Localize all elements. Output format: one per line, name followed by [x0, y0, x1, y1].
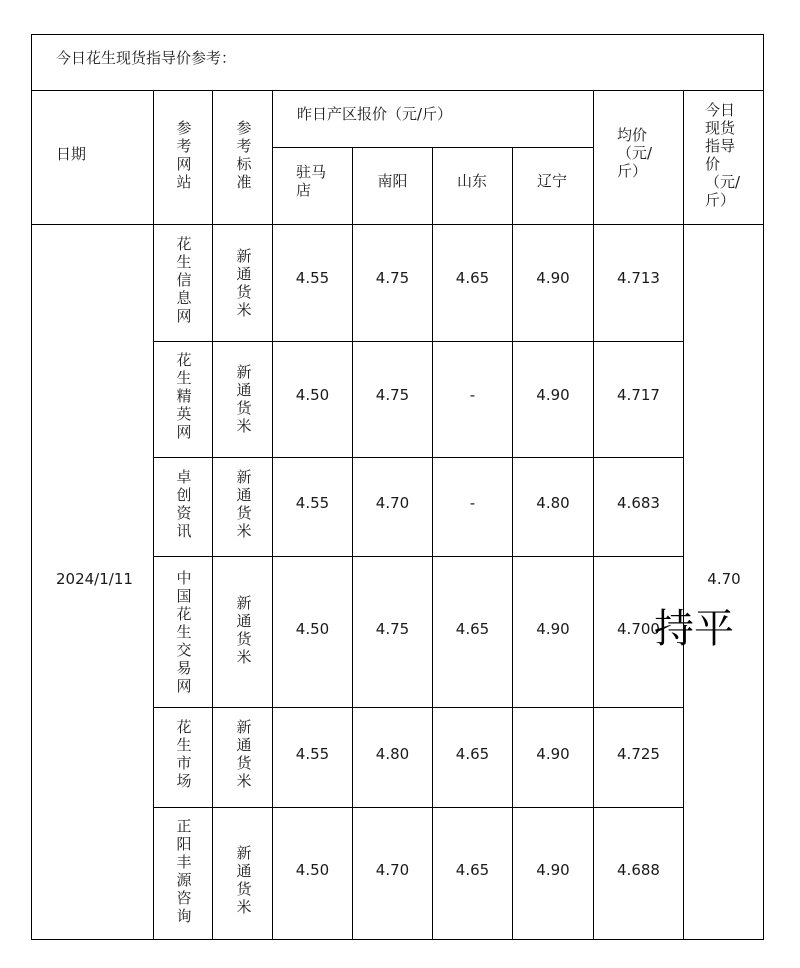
- price-zhumadian: 4.50: [295, 861, 330, 879]
- average-price: 4.713: [617, 269, 660, 287]
- header-guide-price: 今日现货指导价（元/斤）: [705, 101, 741, 209]
- date-cell: 2024/1/11: [56, 570, 133, 588]
- average-price: 4.688: [617, 861, 660, 879]
- price-liaoning: 4.90: [536, 386, 570, 404]
- column-divider: [593, 90, 594, 940]
- row-site: 正阳丰源咨询: [176, 817, 192, 925]
- row-site: 中国花生交易网: [176, 569, 192, 695]
- row-divider: [153, 341, 683, 342]
- row-site: 花生信息网: [176, 235, 192, 325]
- price-shandong: 4.65: [455, 745, 490, 763]
- row-site: 花生市场: [176, 718, 192, 790]
- header-region-shandong: 山东: [457, 172, 488, 190]
- row-standard: 新通货米: [236, 718, 252, 790]
- column-divider: [432, 147, 433, 940]
- price-nanyang: 4.80: [375, 745, 410, 763]
- price-shandong: 4.65: [455, 269, 490, 287]
- row-divider: [153, 457, 683, 458]
- column-divider: [212, 90, 213, 940]
- price-nanyang: 4.70: [375, 494, 410, 512]
- price-shandong: 4.65: [455, 620, 490, 638]
- trend-stamp: 持平: [654, 606, 734, 652]
- column-divider: [352, 147, 353, 940]
- row-standard: 新通货米: [236, 363, 252, 435]
- price-liaoning: 4.90: [536, 269, 570, 287]
- row-site: 花生精英网: [176, 351, 192, 441]
- header-date: 日期: [56, 145, 87, 163]
- header-site: 参考网站: [176, 119, 192, 191]
- price-shandong: -: [469, 494, 476, 512]
- row-standard: 新通货米: [236, 468, 252, 540]
- column-divider: [683, 90, 684, 940]
- table-title: 今日花生现货指导价参考：: [56, 49, 237, 67]
- price-liaoning: 4.90: [536, 745, 570, 763]
- title-divider: [31, 90, 764, 91]
- header-bottom-divider: [31, 224, 764, 225]
- header-region-zhumadian: 驻马店: [296, 163, 327, 199]
- row-standard: 新通货米: [236, 844, 252, 916]
- price-zhumadian: 4.55: [295, 745, 330, 763]
- price-nanyang: 4.75: [375, 386, 410, 404]
- header-standard: 参考标准: [236, 119, 252, 191]
- average-price: 4.717: [617, 386, 660, 404]
- price-liaoning: 4.80: [536, 494, 570, 512]
- row-divider: [153, 556, 683, 557]
- row-divider: [153, 707, 683, 708]
- row-standard: 新通货米: [236, 247, 252, 319]
- average-price: 4.683: [617, 494, 660, 512]
- price-zhumadian: 4.55: [295, 269, 330, 287]
- price-zhumadian: 4.55: [295, 494, 330, 512]
- price-nanyang: 4.75: [375, 620, 410, 638]
- price-nanyang: 4.75: [375, 269, 410, 287]
- header-region-liaoning: 辽宁: [537, 172, 568, 190]
- price-zhumadian: 4.50: [295, 386, 330, 404]
- row-site: 卓创资讯: [176, 468, 192, 540]
- average-price: 4.725: [617, 745, 660, 763]
- row-standard: 新通货米: [236, 594, 252, 666]
- header-yesterday-group: 昨日产区报价（元/斤）: [297, 105, 453, 123]
- region-header-divider: [273, 147, 593, 148]
- column-divider: [272, 90, 273, 940]
- column-divider: [153, 90, 154, 940]
- column-divider: [512, 147, 513, 940]
- guide-price-value: 4.70: [707, 570, 741, 588]
- price-nanyang: 4.70: [375, 861, 410, 879]
- header-average: 均价（元/斤）: [617, 126, 653, 180]
- price-liaoning: 4.90: [536, 620, 570, 638]
- price-liaoning: 4.90: [536, 861, 570, 879]
- price-shandong: 4.65: [455, 861, 490, 879]
- row-divider: [153, 807, 683, 808]
- average-price: 4.700: [617, 620, 660, 638]
- price-zhumadian: 4.50: [295, 620, 330, 638]
- header-region-nanyang: 南阳: [377, 172, 408, 190]
- price-shandong: -: [469, 386, 476, 404]
